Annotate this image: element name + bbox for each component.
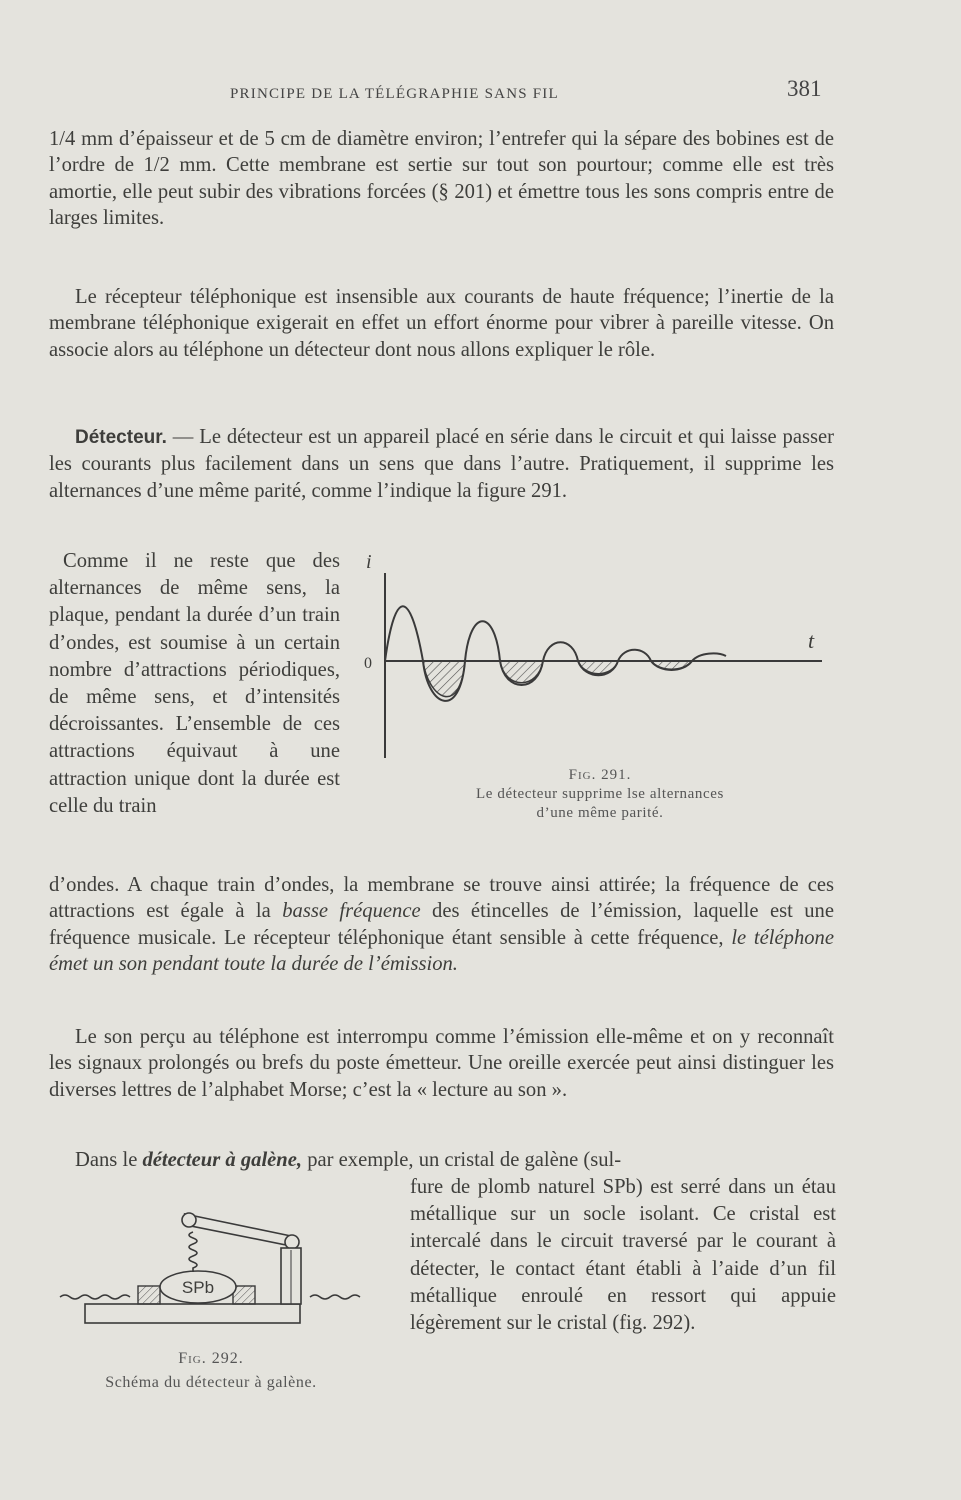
paragraph-detecteur	[49, 424, 834, 504]
figure-291-caption	[395, 766, 805, 823]
detecteur-heading: Détecteur.	[75, 427, 167, 448]
paragraph-membrane: 1/4 mm d’épaisseur et de 5 cm de diamètre environ; l’entrefer qui la sépare des bobines est de l’ordre de 1/2 mm. Cette membrane est sertie sur tout son pourtour; comme elle est très amortie, elle peut subir des vibrations forcées (§ 201) et émettre tous les sons compris entre de larges limites.	[49, 128, 834, 230]
figure-292-caption-text: Schéma du détecteur à galène.	[105, 1374, 317, 1391]
paragraph-recepteur: Le récepteur téléphonique est insensible aux courants de haute fréquence; l’inertie de la membrane téléphonique exigerait en effet un effort énorme pour vibrer à pareille vitesse. On associe alors au téléphone un détecteur dont nous allons expliquer le rôle.	[49, 286, 834, 361]
figure-291-caption-line1: Le détecteur supprime lse alternances	[476, 786, 724, 802]
vice-jaw-left	[138, 1286, 160, 1304]
wire-left	[60, 1295, 130, 1299]
figure-292-caption	[55, 1347, 367, 1395]
origin-label: 0	[364, 655, 372, 672]
paragraph-lecture-au-son: Le son perçu au téléphone est interrompu comme l’émission elle-même et on y reconnaît les signaux prolongés ou brefs du poste émetteur. Une oreille exercée peut ainsi distinguer les diverses lettres de l’alphabet Morse; c’est la « lecture au son ».	[49, 1026, 834, 1101]
y-axis-label: i	[366, 551, 372, 573]
suppressed-lobe-3	[578, 661, 618, 674]
continued-text-a: d’ondes. A chaque train d’ondes, la membrane se trouve ainsi attirée; la fréquence de ces attractions est égale à la	[49, 874, 834, 923]
detecteur-text: — Le détecteur est un appareil placé en série dans le circuit et qui laisse passer les courants plus facilement dans un sens que dans l’autre. Pratiquement, il supprime les alternances d’une même parité, comme l’indique la figure 291.	[49, 426, 834, 502]
paragraph-attractions-continued	[49, 872, 834, 978]
x-axis-label: t	[808, 628, 815, 653]
crystal-label: SPb	[181, 1278, 215, 1297]
spring-coil	[189, 1232, 197, 1272]
figure-291-graph	[360, 548, 830, 763]
figure-292-diagram	[55, 1200, 380, 1330]
page-number: 381	[787, 76, 822, 101]
suppressed-lobe-2	[500, 661, 543, 683]
figure-291-number: Fig. 291.	[568, 767, 632, 783]
paragraph-attractions-column: Comme il ne reste que des alternances de même sens, la plaque, pendant la durée d’un train d’ondes, est soumise à un certain nombre d’attractions périodiques, de même sens, et d’intensités décroissantes. L’ensemble de ces attractions équivaut à une attraction unique dont la durée est celle du train	[49, 550, 340, 817]
galene-intro-a: Dans le	[75, 1149, 143, 1171]
emphasis-telephone: le téléphone émet un son pendant toute la durée de l’émission.	[49, 926, 834, 976]
running-title: PRINCIPE DE LA TÉLÉGRAPHIE SANS FIL	[230, 86, 559, 102]
pivot-left	[182, 1213, 196, 1227]
paragraph-galene-intro	[49, 1147, 834, 1173]
paragraph-galene-column: fure de plomb naturel SPb) est serré dans un étau métallique sur un socle isolant. Ce cristal est intercalé dans le circuit traversé par le courant à détecter, le contact étant établi à l’aide d’un fil métallique enroulé en ressort qui appuie légèrement sur le cristal (fig. 292).	[410, 1176, 836, 1335]
wire-right	[310, 1295, 360, 1299]
figure-291-caption-line2: d’une même parité.	[536, 805, 664, 821]
pivot-right	[285, 1235, 299, 1249]
spring-arm	[185, 1214, 291, 1246]
continued-text-b: des étincelles de l’émission, laquelle est une fréquence musicale. Le récepteur téléphonique étant sensible à cette fréquence,	[49, 900, 834, 949]
galene-intro-b: par exemple, un cristal de galène (sul-	[302, 1149, 622, 1171]
insulating-base	[85, 1304, 300, 1323]
figure-292-number: Fig. 292.	[178, 1350, 244, 1367]
basse-frequence: basse fréquence	[282, 900, 421, 923]
detecteur-a-galene: détecteur à galène,	[142, 1149, 303, 1171]
suppressed-lobe-4	[651, 661, 692, 669]
